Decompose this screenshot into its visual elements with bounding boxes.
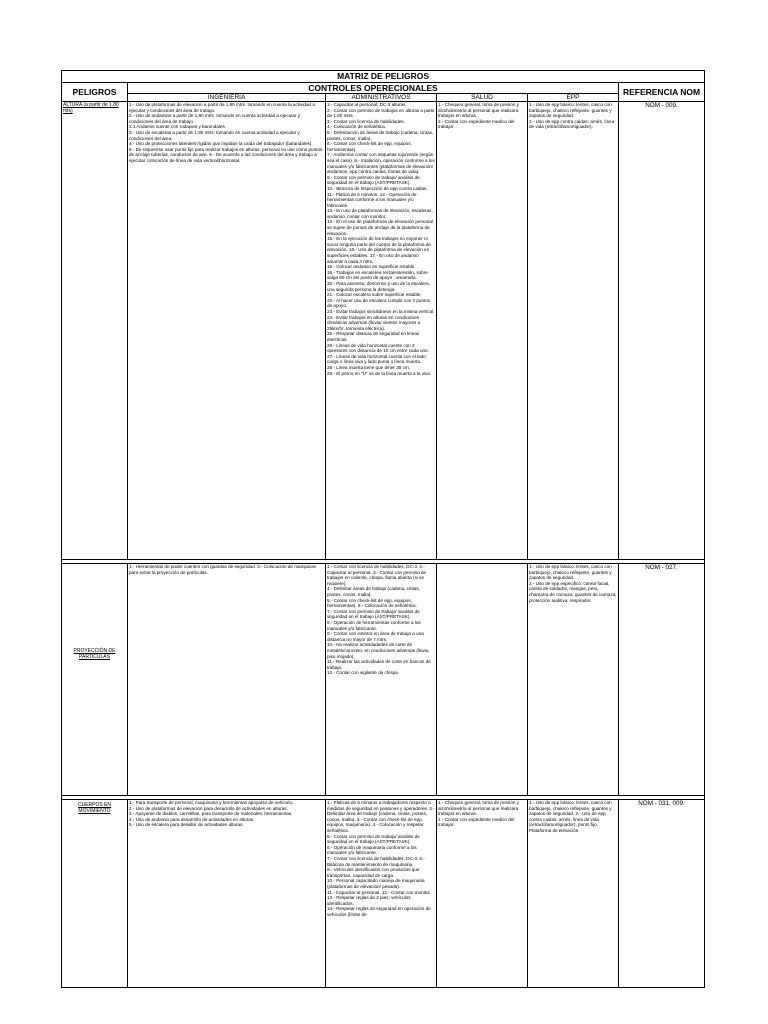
control-cell-administrativos <box>326 800 437 988</box>
control-item: 20.- Para ascenso, descenso y uso de la escalera, una segunda persona la detenga. <box>327 281 430 292</box>
control-cell-salud <box>437 102 528 560</box>
hazard-row <box>62 102 705 560</box>
control-item: 13.- En uso de plataformas de elevación, escaleras, andamio, contar con monitor. <box>327 208 433 219</box>
control-item: 5.- Delimitación de áreas de trabajo (cadena, cintas, postes, conos, malla). <box>327 129 434 141</box>
control-item: 1.- Uso de epp básico: lentes, casco con barbiquejo, chaleco reflejante, guantes y zapatos de seguridad. <box>529 564 612 581</box>
control-item: 3.- Contar con licencia de habilidades. <box>327 118 405 124</box>
control-item: 15.- En la ejecución de los trabajos no exponer ni sacar ninguna parte del cuerpo de la plataforma de elevación. 16.- Uso de plataforma de elevación en superficies estables. 17.- En uso de andamio amarrar a cada 4 mtrs. <box>327 236 431 264</box>
control-item: 2.- Uso de epp especifico: careta facial, careta de soldador, mangas, peto, chamarra de carnaza, guantes de carnaza, protección auditiva, respirador. <box>529 580 617 603</box>
control-item: 4.- Uso de andamio para desarrollo de actividades en alturas. <box>129 816 255 822</box>
control-cell-epp <box>528 102 619 560</box>
control-item: 3.- Apoyarse de diablos, carretillas, para transporte de materiales, herramientas. <box>129 811 293 817</box>
control-item: 4.- Colocación de señalética. <box>327 124 386 130</box>
hazard-name <box>62 102 128 560</box>
hazard-row <box>62 800 705 988</box>
hazard-name-text: PROYECCIÓN DE PARTICULAS <box>73 648 116 660</box>
col-salud: SALUD <box>437 94 528 102</box>
controles-header: CONTROLES OPERECIONALES <box>128 83 619 94</box>
col-epp: EPP <box>528 94 619 102</box>
control-item: 14.- Respetar reglas de seguridad en operación de vehículos (límite de <box>327 906 431 917</box>
nom-reference: NOM - 031, 009. <box>619 800 705 988</box>
control-item: 4.- Uso de protecciones laterales rígidas que impidan la caída del trabajador (barandales). <box>129 141 313 147</box>
control-cell-salud <box>437 800 528 988</box>
control-item: 10.- No realizar actividadedes de corte de metales/concreto, en condiciones adversas (lluvia, piso mojado). <box>327 642 430 659</box>
control-item: 1.- Uso de epp básico: lentes, casco con barbiquejo, chaleco reflejante, guantes y zapatos de seguridad. <box>529 102 612 119</box>
hazard-name <box>62 800 128 988</box>
hazard-name-text: ALTURA (a partir de 1.80 mts) <box>63 102 119 114</box>
control-item: 23.- Evitar trabajos simultáneos en la misma vertical. <box>327 308 435 314</box>
control-item: 29.- El perno en "U" va de la línea muerta a la viva. <box>327 370 432 376</box>
control-item: 1.- Uso de epp básico: lentes, casco con barbiquejo, chaleco reflejante, guantes y zapatos de seguridad. 2.- Uso de epp contra caidas: arnés, línea de vida (retractil/amortiguador), punto fijo. Plataforma de elevación. <box>529 800 612 833</box>
control-item: 19.- Trabajos en escalerea recta/extensión, sobre salga 90 cm del punto de apoyo , amarrarla. <box>327 269 428 281</box>
control-item: 2.- Contar con expediente medico del trabajor. <box>438 816 515 828</box>
control-item: 5.- Contar con check-list de epp, equipos, herramientas). 6.- Colocación de señalética. <box>327 597 417 609</box>
control-item: 27.- Líneas de vida horizontal cuente con el lado carga o línea viva y lado punta o línea muerta. <box>327 353 426 365</box>
control-item: 9.- Contar con extintor en área de trabajo a una distancia no mayor de 7 mtrs. <box>327 631 424 642</box>
control-item: 11.- Capacitar al personal. 12.- Contar con monitor. 13.- Respetar reglas de 2 pies; vehículos identificados. <box>327 889 432 906</box>
control-cell-ingenieria <box>128 564 326 796</box>
referencia-header: REFERENCIA NOM <box>619 83 705 102</box>
control-item: 7.- Andamios contar con etiquetas rojo/verde (según sea el caso). 8.- Intalación, operación conforme a los manuales y/o fabricantes (plataformas de elevación/ andamios, epp contra caidas, líneas de vida). <box>327 152 435 175</box>
control-item: 9.- Vehículos identificados con productos que transportan, capacidad de carga. <box>327 867 420 878</box>
control-item: 28.- Linea muerta tiene que tener 30 cm. <box>327 364 410 370</box>
peligros-header: PELIGROS <box>62 83 128 102</box>
control-item: 24.- Evitar trabajos en alturas en condiciones climáticas adversas (lluvia/ vientos mayores a 25km/hr, tormenta eléctrica). <box>327 314 421 331</box>
control-item: 5.- Contar con permiso de trabajo/ analisis de seguridad en el trabajo (AST/PRETASK). <box>327 833 420 845</box>
control-item: 1.- Para transporte de personal, maquinaria y herrmientas apoyarse de vehículo. <box>129 800 294 805</box>
control-item: 1.- Uso de plataformas de elevación a partir de 1.80 mtrs. tomando en cuenta la actividad a ejecutar y condiciones del área de trabajo. <box>129 102 315 113</box>
control-item: 8.- De requerirse usar punto fijo para realizar trabajos en alturas, personal no use como puntos de anclaje tuberías, conductos de aire. 9.- De acuerdo a las condiciones del área y trabajo a ejecutar colocación de línea de vida vertical/horizontal. <box>129 146 323 163</box>
control-item: 6.- Operación de maquinaria conforme a los manuales y/o fabricante. <box>327 844 417 856</box>
control-cell-ingenieria <box>128 102 326 560</box>
nom-reference: NOM - 009. <box>619 102 705 560</box>
control-item: 10.- Personal capacitado manejo de maquinaria (plataformas de elevación/ pesada). <box>327 878 425 889</box>
control-item: 25.- Respetar distacia de seguridad en lineas electricas. <box>327 331 420 342</box>
control-item: 9.- Contar con permiso de trabajo/ analisis de seguridad en el trabajo (AST/PRETASK). <box>327 174 420 186</box>
control-item: 2.- Contar con expediente medico del trabajor. <box>438 118 515 130</box>
control-item: 2.- Uso de epp contra caidas: arnés, línea de vida (retractil/amortiguador). <box>529 118 615 130</box>
control-item: 21.- Colocar escalera sobre superficie estable. <box>327 292 422 298</box>
control-item: 2.- Uso de plataformas de elevación para desarrollo de actividades en alturas. <box>129 805 288 811</box>
control-item: 5.- Uso de escalera para desallor de actividades alturas. <box>129 822 244 828</box>
control-item: 7.- Contar con permiso de trabajo/ analisis de seguridad en el trabajo (AST/PRETASK). <box>327 608 420 620</box>
control-item: 7.- Contar con licencia de habilidades; DC-3. 8.- Bitácora de mantenimiento de maquinaria. <box>327 855 425 867</box>
control-item: 1.- Capacitar al personal; DC-3 alturas. <box>327 102 407 107</box>
control-cell-salud <box>437 564 528 796</box>
col-ingenieria: INGENIERIA <box>128 94 326 102</box>
control-item: 11.- Realizar las actividades de corte en bancos de trabajo. <box>327 659 431 670</box>
control-item: 1.- Herramientas de poder cuenten con guardas de seguridad. 2.- Colocación de mamparas para evitar la proyección de partículas. <box>129 564 316 575</box>
control-item: 18.- Colocar andamio en superficie estable. <box>327 264 416 270</box>
control-item: 1.- Chequeo general, toma de presión y alcoholimetría al personal que realizara trabajos en alturas. <box>438 102 519 119</box>
hazard-name-text: CUERPOS EN MOVIMIENTO <box>77 802 112 814</box>
hazard-row <box>62 564 705 796</box>
control-item: 26.- Lineas de vida horizontal cuente con 3 opresores con distancia de 10 cm entre cada uno. <box>327 342 429 354</box>
control-cell-ingenieria <box>128 800 326 988</box>
control-item: 1.- Platicas de 5 minutos a trabajadores respecto a medidas de seguridad en peatones y operadores. 2.- Delimitar área de trabajo (cadena, cintas, postes, conos, malla). 3.- Contar con check-list de epp, equipos, maquinaria). 4.- Colocación y respetar señalética. <box>327 800 435 833</box>
control-cell-administrativos <box>326 564 437 796</box>
control-item: 2.1 Andamio cuente con rodapies y barandales. <box>129 124 227 130</box>
control-item: 10.- Bitácora de inspección de epp contra caidas. 11.- Platica de 5 minutos. 12.- Operación de herramientas conforme a los manuales y/o fabricante. <box>327 185 428 208</box>
matrix-title: MATRIZ DE PELIGROS <box>62 71 705 83</box>
col-administrativos: ADMINISTRATIVOS <box>326 94 437 102</box>
control-cell-epp <box>528 800 619 988</box>
control-item: 4.- Delimitar áreas de trabajo (cadena, cintas, postes, conos, malla). <box>327 586 420 597</box>
control-cell-epp <box>528 564 619 796</box>
hazard-matrix-table <box>61 70 705 988</box>
control-item: 1.- Chequeo general, toma de presión y alcoholimetría al personal que realizara trabajos en alturas. <box>438 800 519 817</box>
control-item: 2.- Contar con permiso de trabajos en alturas a partir de 1.80 mtrs. <box>327 107 435 119</box>
control-item: 6.- Contar con check-list de epp, equipos, herramientas). <box>327 141 412 152</box>
nom-reference: NOM - 027. <box>619 564 705 796</box>
control-item: 22.- Al hacer uso de escalera cumplir con 3 puntos de apoyo. <box>327 297 431 309</box>
control-item: 3.- Uso de escaleras a partir de 1.80 mtrs. tomando en cuenta actividad a ejecutar y condiciones del área. <box>129 129 300 141</box>
control-item: 8.- Operación de herramientas conforme a los manuales y/o fabricante. <box>327 619 421 631</box>
control-cell-administrativos <box>326 102 437 560</box>
hazard-name <box>62 564 128 796</box>
control-item: 14.- En el uso de plataformas de elevación personal se sujete de puntos de anclaje de la plataforma de elevación. <box>327 219 433 236</box>
control-item: 1.- Contar con licencia de habilidades; DC-3. 2.- Capacitar al personal. 3.- Contar con permiso de trabajos en caliente, chispa, flama abierta (si se requiere). <box>327 564 427 586</box>
control-item: 2.- Uso de andamios a partir de 1.80 mtrs. tomando en cuenta actividad a ejecutar y condiciones del área de trabajo. <box>129 113 301 124</box>
hazard-matrix-sheet <box>61 70 704 950</box>
control-item: 12.- Contar con vigilante de chispa. <box>327 670 400 676</box>
